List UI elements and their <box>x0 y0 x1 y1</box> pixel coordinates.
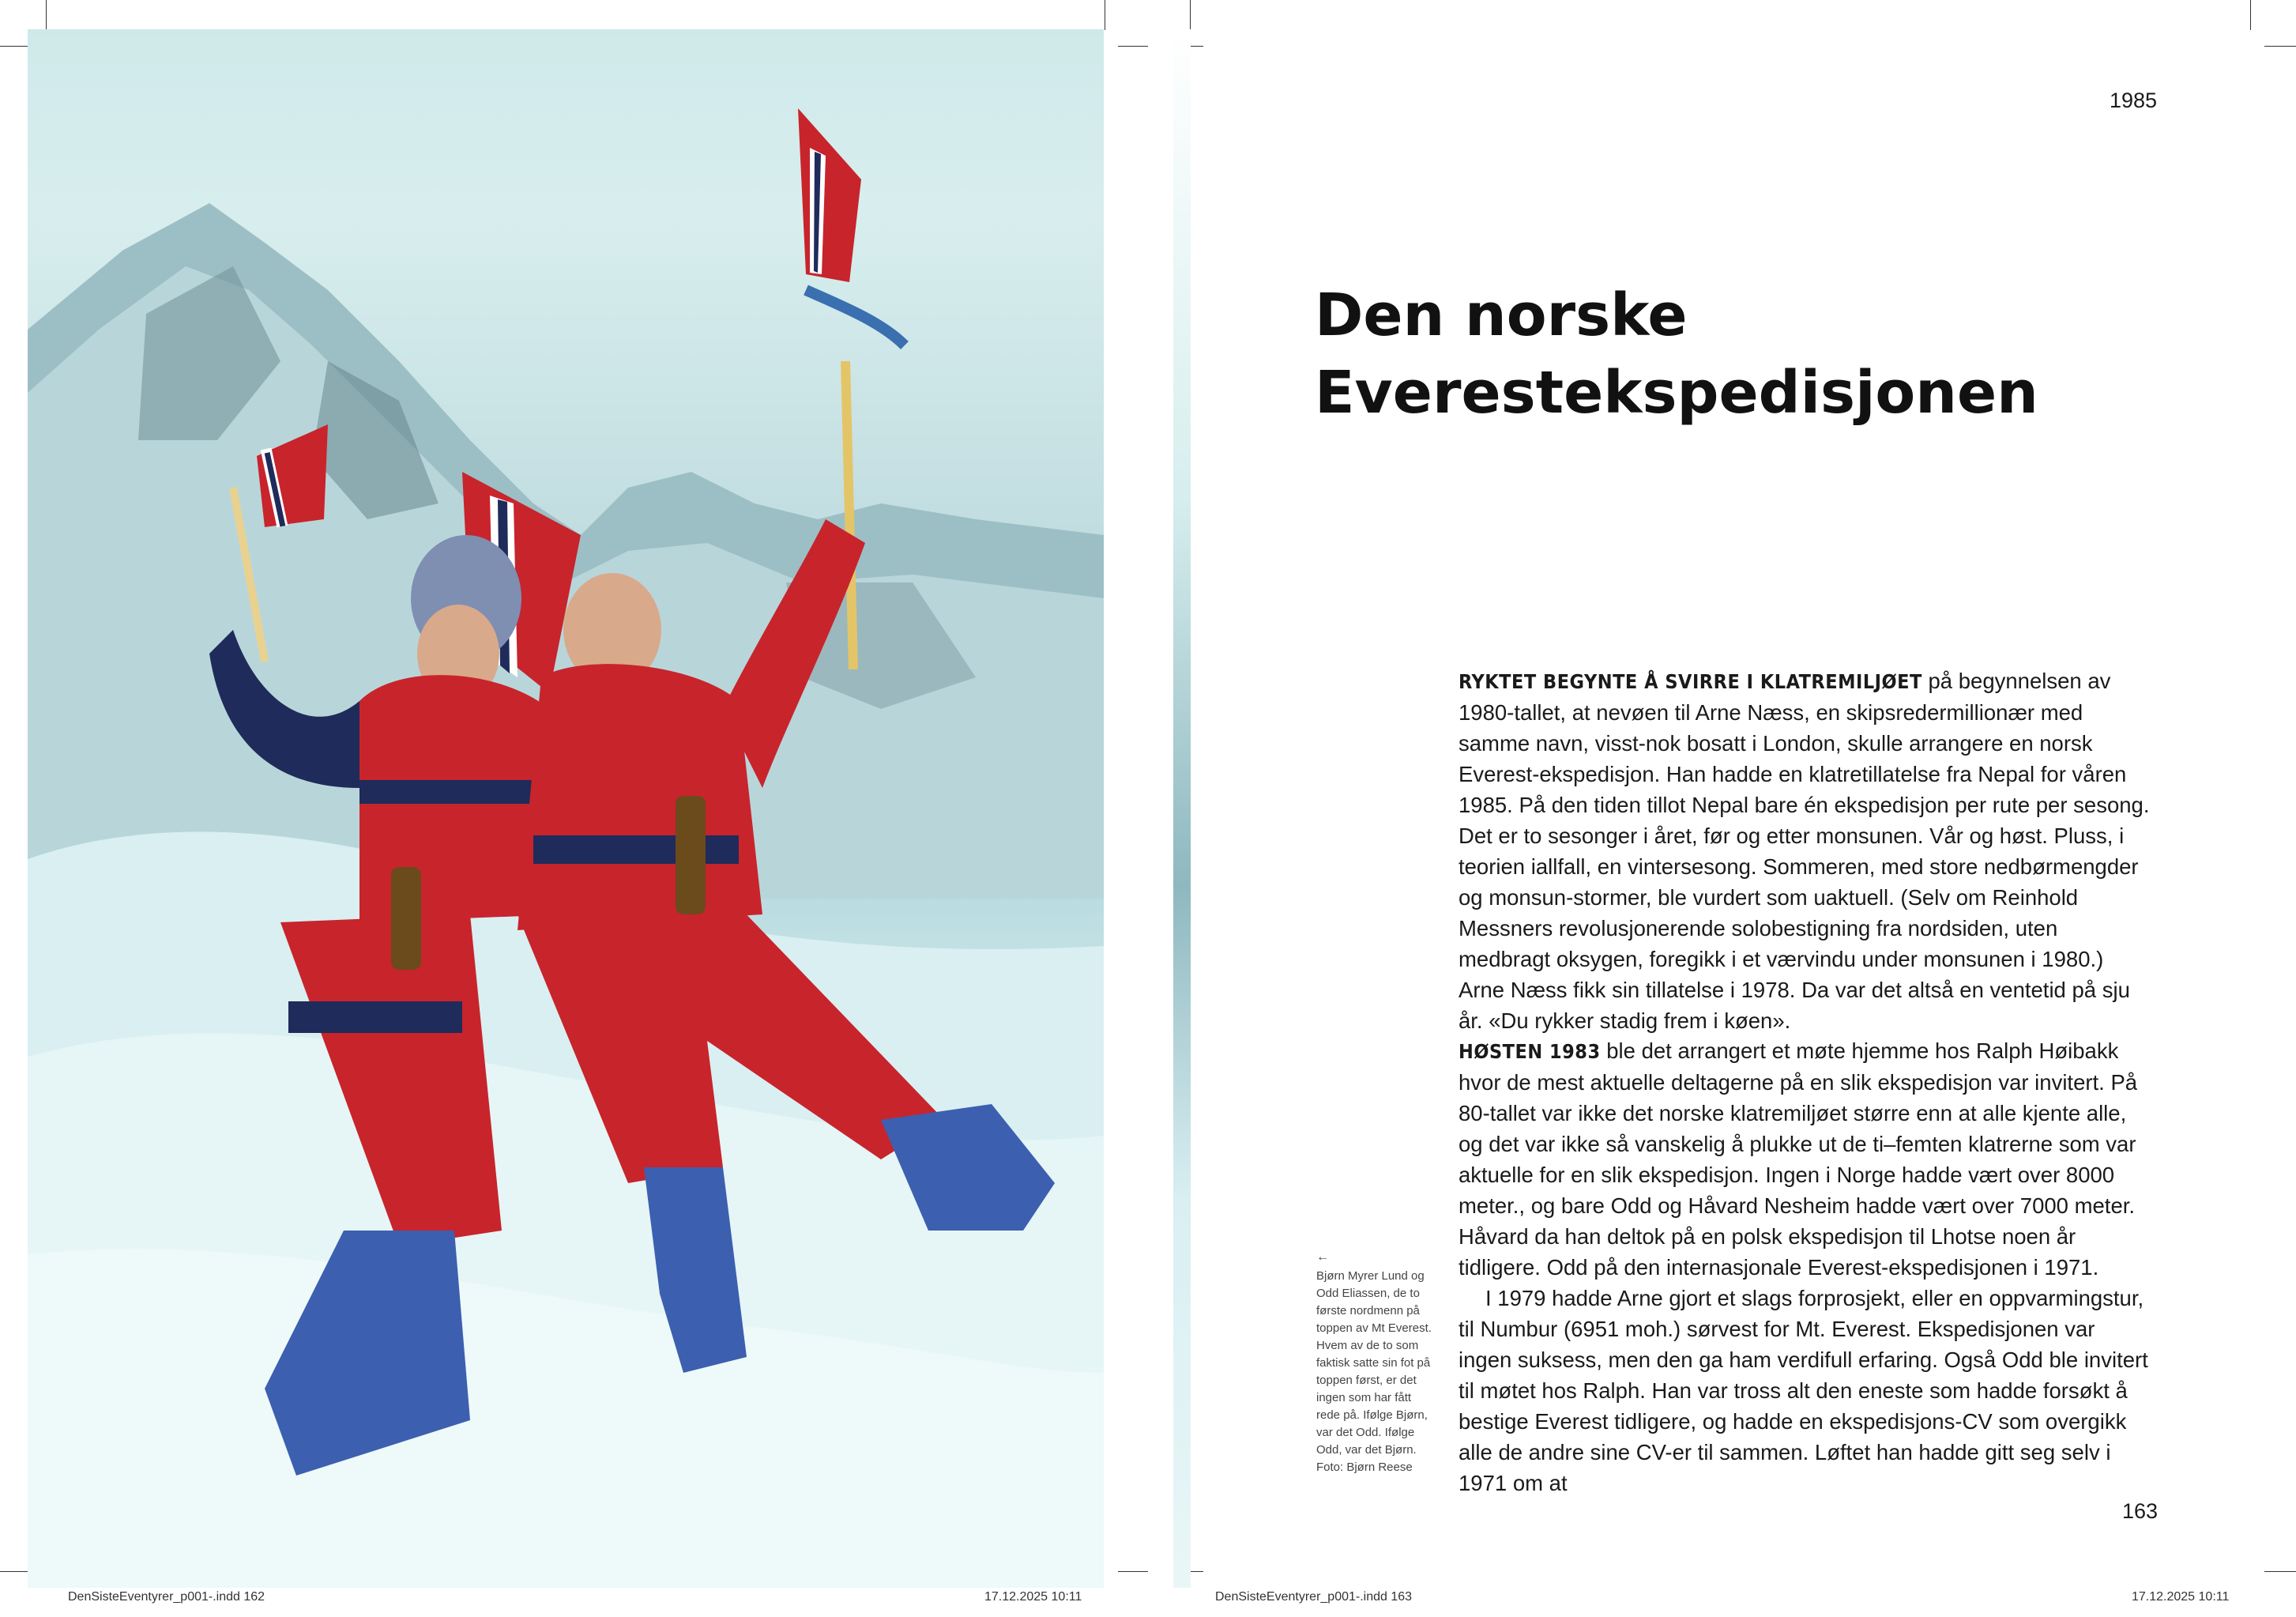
slug-date-left: 17.12.2025 10:11 <box>984 1590 1082 1604</box>
slug-file-right: DenSisteEventyrer_p001-.indd 163 <box>1215 1590 1413 1604</box>
crop-mark <box>2250 0 2251 30</box>
arrow-left-icon: ← <box>1316 1250 1329 1264</box>
crop-mark <box>2264 46 2296 47</box>
slug-file-left: DenSisteEventyrer_p001-.indd 162 <box>68 1590 265 1604</box>
crop-mark <box>0 1571 32 1572</box>
photo-caption <box>1316 1249 1435 1476</box>
crop-mark <box>46 0 47 30</box>
paragraph-lead: RYKTET BEGYNTE Å SVIRRE I KLATREMILJØET <box>1459 670 1922 693</box>
running-head: 1985 <box>2110 89 2158 112</box>
page-number: 163 <box>2122 1499 2159 1523</box>
slug-date-right: 17.12.2025 10:11 <box>2132 1590 2230 1604</box>
mountain-photo-icon <box>28 29 1104 1588</box>
title-line-1: Den norske <box>1315 281 1688 349</box>
page-title <box>1315 277 2105 432</box>
paragraph-text: ble det arrangert et møte hjemme hos Ralph Høibakk hvor de mest aktuelle deltagerne på en slik ekspedisjon var invitert. På 80-tallet var ikke det norske klatremiljøet større enn at alle kjente alle, og det var ikke så vanskelig å plukke ut de ti–femten klatrerne som var aktuelle for en slik ekspedisjon. Ingen i Norge hadde vært over 8000 meter., og bare Odd og Håvard Nesheim hadde vært over 7000 meter. Håvard da han deltok på en polsk ekspedisjon til Lhotse noen år tidligere. Odd på den internasjonale Everest-ekspedisjonen i 1971. <box>1459 1038 2138 1280</box>
caption-text: Bjørn Myrer Lund og Odd Eliassen, de to første nordmenn på toppen av Mt Everest. Hvem av de to som faktisk satte sin fot på toppen først, er det ingen som har fått rede på. Ifølge Bjørn, var det Odd. Ifølge Odd, var det Bjørn. Foto: Bjørn Reese <box>1316 1269 1432 1474</box>
body-paragraph-1 <box>1459 665 2154 1036</box>
body-paragraph-3: I 1979 hadde Arne gjort et slags forprosjekt, eller en oppvarmingstur, til Numbur (6951 moh.) sørvest for Mt. Everest. Ekspedisjonen var ingen suksess, men den ga ham verdifull erfaring. Også Odd ble invitert til møtet hos Ralph. Han var tross alt den eneste som hadde forsøkt å bestige Everest tidligere, og hadde en ekspedisjons-CV som overgikk alle de andre sine CV-er til sammen. Løftet han hadde gitt seg selv i 1971 om at <box>1459 1286 2148 1495</box>
crop-mark <box>0 46 32 47</box>
crop-mark <box>1118 1571 1148 1572</box>
paragraph-lead: HØSTEN 1983 <box>1459 1040 1601 1063</box>
paragraph-text: på begynnelsen av 1980-tallet, at nevøen til Arne Næss, en skipsredermillionær med samme navn, visst-nok bosatt i London, skulle arrangere en norsk Everest-ekspedisjon. Han hadde en klatretillatelse fra Nepal for våren 1985. På den tiden tillot Nepal bare én ekspedisjon per rute per sesong. Det er to sesonger i året, før og etter monsunen. Vår og høst. Pluss, i teorien iallfall, en vintersesong. Sommeren, med store nedbørmengder og monsun-stormer, ble vurdert som uaktuell. (Selv om Reinhold Messners revolusjonerende solobestigning fra nordsiden, uten medbragt oksygen, foregikk i et værvindu under monsunen i 1980.) Arne Næss fikk sin tillatelse i 1978. Da var det altså en ventetid på sju år. «Du rykker stadig frem i køen». <box>1459 669 2150 1033</box>
crop-mark <box>2264 1571 2296 1572</box>
body-paragraph-2 <box>1459 1035 2154 1498</box>
crop-mark <box>1190 0 1191 30</box>
crop-mark <box>1118 46 1148 47</box>
title-line-2: Everestekspedisjonen <box>1315 359 2038 427</box>
photo-bleed-strip <box>1173 29 1191 1588</box>
